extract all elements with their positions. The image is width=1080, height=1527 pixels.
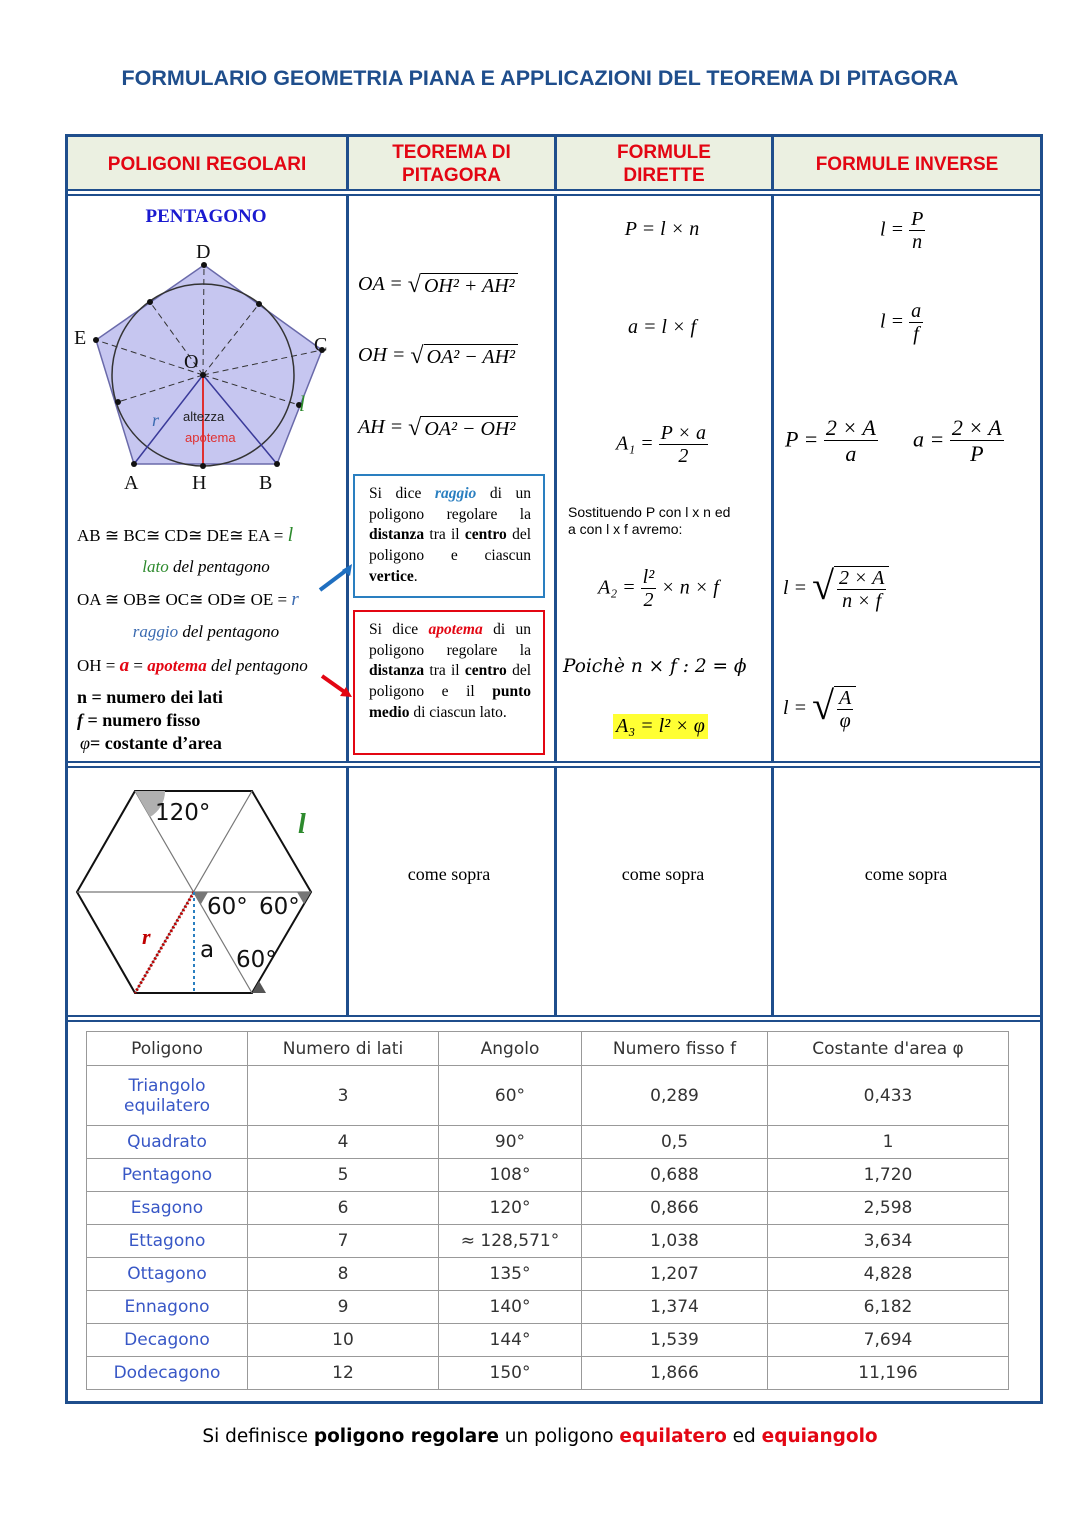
table-row bbox=[87, 1291, 1009, 1324]
vertex-label: D bbox=[196, 241, 211, 263]
n-definition: n = numero dei lati bbox=[77, 687, 223, 707]
table-cell: 90° bbox=[439, 1126, 582, 1159]
row-divider bbox=[68, 189, 1040, 196]
angle-60-label: 60° bbox=[207, 894, 248, 920]
document-title: FORMULARIO GEOMETRIA PIANA E APPLICAZIONI DEL TEOREMA DI PITAGORA bbox=[121, 66, 959, 90]
a1-lhs: A₁ = bbox=[616, 432, 659, 455]
pitagora-oa: OA = √ OH² + AH² bbox=[358, 273, 518, 298]
area-a1-formula bbox=[616, 422, 708, 468]
note-line: Sostituendo P con l x n ed bbox=[568, 504, 731, 520]
polygon-table bbox=[86, 1031, 1009, 1390]
phi-def: = costante d’area bbox=[89, 733, 222, 753]
table-cell: 1,866 bbox=[582, 1357, 768, 1390]
vertex-label: E bbox=[74, 327, 87, 349]
table-cell: 135° bbox=[439, 1258, 582, 1291]
def-text: di ciascun lato. bbox=[409, 703, 507, 721]
table-cell: 11,196 bbox=[768, 1357, 1009, 1390]
def-bold: punto medio bbox=[369, 683, 531, 721]
def-bold: centro bbox=[464, 526, 507, 544]
table-cell: 12 bbox=[248, 1357, 439, 1390]
l3-denominator: n × f bbox=[842, 590, 882, 612]
table-row bbox=[87, 1126, 1009, 1159]
polygon-name-cell: Decagono bbox=[87, 1324, 248, 1357]
polygon-name-cell: Dodecagono bbox=[87, 1357, 248, 1390]
f-def: = numero fisso bbox=[83, 710, 201, 730]
header-inverse bbox=[774, 137, 1040, 191]
table-cell: 140° bbox=[439, 1291, 582, 1324]
l1-numerator: P bbox=[911, 208, 924, 230]
l3-lhs: l = bbox=[783, 577, 813, 600]
table-cell: 0,289 bbox=[582, 1066, 768, 1126]
table-cell: ≈ 128,571° bbox=[439, 1225, 582, 1258]
def-text: Si dice bbox=[369, 485, 435, 502]
def-bold: centro bbox=[464, 662, 507, 680]
l2-numerator: a bbox=[911, 300, 922, 322]
sides-caption bbox=[68, 557, 344, 577]
row-divider bbox=[68, 761, 1040, 768]
table-body bbox=[87, 1066, 1009, 1390]
footer-definition bbox=[0, 1426, 1080, 1447]
inverse-l-from-a bbox=[880, 300, 923, 346]
header-inverse-label: FORMULE INVERSE bbox=[815, 153, 999, 175]
table-cell: 5 bbox=[248, 1159, 439, 1192]
def-text: Si dice bbox=[369, 621, 429, 638]
table-cell: 3 bbox=[248, 1066, 439, 1126]
hexagon-diagram bbox=[70, 778, 342, 1008]
pitagora-oh: OH = √ OA² − AH² bbox=[358, 344, 518, 369]
l1-denominator: n bbox=[912, 231, 923, 253]
table-cell: 7 bbox=[248, 1225, 439, 1258]
footer-bold: poligono regolare bbox=[313, 1426, 499, 1447]
polygon-name-cell: Pentagono bbox=[87, 1159, 248, 1192]
table-cell: 108° bbox=[439, 1159, 582, 1192]
phi-definition bbox=[80, 733, 222, 754]
table-cell: 60° bbox=[439, 1066, 582, 1126]
def-bold: vertice bbox=[369, 567, 414, 585]
f3-lhs: AH = bbox=[358, 416, 409, 439]
row-divider bbox=[68, 1015, 1040, 1022]
apotema-term: apotema bbox=[428, 621, 483, 638]
table-cell: 3,634 bbox=[768, 1225, 1009, 1258]
footer-text: un poligono bbox=[498, 1426, 620, 1447]
come-sopra-dirette: come sopra bbox=[621, 864, 705, 884]
header-poligoni bbox=[68, 137, 346, 191]
a2-lhs: A₂ = bbox=[598, 576, 641, 599]
l1-lhs: l = bbox=[880, 218, 910, 241]
header-pitagora bbox=[349, 137, 554, 191]
a-lhs: a = bbox=[913, 426, 950, 452]
l-label: l bbox=[298, 809, 306, 840]
table-cell: 120° bbox=[439, 1192, 582, 1225]
apotema-definition-box bbox=[353, 610, 545, 755]
r-label: r bbox=[152, 410, 160, 430]
table-header-row bbox=[87, 1032, 1009, 1066]
radii-caption-rest: del pentagono bbox=[178, 622, 280, 641]
a-label: a bbox=[200, 937, 215, 963]
table-cell: 8 bbox=[248, 1258, 439, 1291]
column-header: Angolo bbox=[439, 1032, 582, 1066]
header-dirette bbox=[557, 137, 771, 191]
header-pitagora-line2: PITAGORA bbox=[402, 165, 501, 186]
radii-eq: OA ≅ OB≅ OC≅ OD≅ OE = bbox=[77, 590, 288, 609]
def-text: di un poligono regolare la bbox=[369, 621, 531, 659]
a-numerator: 2 × A bbox=[951, 415, 1002, 440]
table-cell: 144° bbox=[439, 1324, 582, 1357]
phi-symbol: φ bbox=[80, 733, 90, 753]
table-cell: 1,539 bbox=[582, 1324, 768, 1357]
polygon-name-cell: Ottagono bbox=[87, 1258, 248, 1291]
apotema-label: apotema bbox=[185, 430, 236, 445]
column-header: Costante d'area φ bbox=[768, 1032, 1009, 1066]
table-row bbox=[87, 1258, 1009, 1291]
table-row bbox=[87, 1357, 1009, 1390]
polygon-name-cell: Ennagono bbox=[87, 1291, 248, 1324]
l-symbol: l bbox=[287, 524, 294, 546]
pitagora-ah: AH = √ OA² − OH² bbox=[358, 416, 518, 441]
f-symbol: f bbox=[77, 710, 83, 730]
column-header: Poligono bbox=[87, 1032, 248, 1066]
come-sopra-inverse: come sopra bbox=[864, 864, 948, 884]
angle-60-label: 60° bbox=[259, 894, 300, 920]
table-row bbox=[87, 1192, 1009, 1225]
footer-text: ed bbox=[726, 1426, 762, 1447]
altezza-label: altezza bbox=[183, 409, 225, 424]
r-symbol: r bbox=[291, 589, 299, 610]
angle-120-label: 120° bbox=[155, 800, 211, 826]
apothem-mid: = bbox=[129, 656, 148, 675]
table-cell: 0,688 bbox=[582, 1159, 768, 1192]
area-a3-formula: A₃ = l² × φ bbox=[613, 714, 708, 739]
header-dirette-line1: FORMULE bbox=[617, 142, 711, 163]
p-lhs: P = bbox=[785, 426, 824, 452]
area-a2-formula bbox=[598, 566, 719, 612]
header-dirette-line2: DIRETTE bbox=[623, 165, 705, 186]
def-text: di un poligono regolare la bbox=[369, 485, 531, 523]
l4-denominator: φ bbox=[839, 710, 851, 732]
apothem-rest: del pentagono bbox=[206, 656, 308, 675]
a-symbol: a bbox=[119, 655, 130, 676]
l4-lhs: l = bbox=[783, 697, 813, 720]
header-poligoni-label: POLIGONI REGOLARI bbox=[107, 153, 307, 175]
def-bold: distanza bbox=[369, 662, 425, 680]
sides-eq: AB ≅ BC≅ CD≅ DE≅ EA = bbox=[77, 526, 284, 545]
vertex-label: C bbox=[314, 334, 328, 356]
vertex-label: H bbox=[192, 472, 207, 494]
angle-60-label: 60° bbox=[236, 947, 277, 973]
f1-lhs: OA = bbox=[358, 273, 408, 296]
f2-lhs: OH = bbox=[358, 344, 411, 367]
polygon-name-cell: Triangolo equilatero bbox=[87, 1066, 248, 1126]
f1-radicand: OH² + AH² bbox=[421, 273, 518, 298]
f3-radicand: OA² − OH² bbox=[421, 416, 518, 441]
def-text: tra il bbox=[424, 526, 465, 544]
perimeter-formula: P = l × n bbox=[624, 218, 700, 240]
l4-numerator: A bbox=[839, 687, 852, 709]
a2-rest: × n × f bbox=[656, 576, 719, 599]
def-text: del poligono e ciascun bbox=[369, 526, 531, 565]
table-cell: 7,694 bbox=[768, 1324, 1009, 1357]
polygon-name-cell: Ettagono bbox=[87, 1225, 248, 1258]
vertex-label: O bbox=[184, 351, 199, 373]
table-cell: 1,720 bbox=[768, 1159, 1009, 1192]
header-pitagora-line1: TEOREMA DI bbox=[392, 142, 511, 163]
table-cell: 1,038 bbox=[582, 1225, 768, 1258]
footer-red: equilatero bbox=[619, 1426, 727, 1447]
a-denominator: P bbox=[970, 441, 984, 467]
table-row bbox=[87, 1159, 1009, 1192]
note-line: a con l x f avremo: bbox=[568, 521, 683, 537]
f-definition bbox=[77, 710, 200, 731]
def-text: tra il bbox=[424, 662, 465, 680]
table-cell: 0,5 bbox=[582, 1126, 768, 1159]
apothem-formula: a = l × f bbox=[627, 316, 697, 338]
vertex-label: B bbox=[259, 472, 273, 494]
p-numerator: 2 × A bbox=[825, 415, 876, 440]
a1-numerator: P × a bbox=[660, 422, 707, 444]
table-cell: 9 bbox=[248, 1291, 439, 1324]
substitution-note bbox=[568, 504, 730, 538]
table-cell: 4,828 bbox=[768, 1258, 1009, 1291]
table-cell: 4 bbox=[248, 1126, 439, 1159]
l2-denominator: f bbox=[913, 323, 919, 345]
table-cell: 150° bbox=[439, 1357, 582, 1390]
l2-lhs: l = bbox=[880, 310, 910, 333]
table-cell: 0,433 bbox=[768, 1066, 1009, 1126]
a1-denominator: 2 bbox=[678, 445, 689, 467]
footer-text: Si definisce bbox=[202, 1426, 314, 1447]
arrow-apotema bbox=[322, 676, 346, 693]
inverse-a-from-area bbox=[913, 416, 1004, 466]
l-label: l bbox=[299, 391, 306, 416]
def-text: del poligono e il bbox=[369, 662, 531, 701]
sides-congruence bbox=[77, 524, 293, 547]
vertex-label: A bbox=[124, 472, 139, 494]
column-header: Numero fisso f bbox=[582, 1032, 768, 1066]
apothem-definition bbox=[77, 655, 308, 677]
pentagon-diagram bbox=[68, 230, 344, 500]
def-bold: distanza bbox=[369, 526, 425, 544]
table-row bbox=[87, 1066, 1009, 1126]
column-header: Numero di lati bbox=[248, 1032, 439, 1066]
polygon-name-cell: Esagono bbox=[87, 1192, 248, 1225]
inverse-l-from-p bbox=[880, 208, 925, 254]
table-cell: 10 bbox=[248, 1324, 439, 1357]
inverse-p-from-area bbox=[785, 416, 878, 466]
raggio-definition-box bbox=[353, 474, 545, 598]
radii-caption bbox=[68, 622, 344, 642]
poiche-statement: Poichè n × f : 2 = ϕ bbox=[563, 656, 747, 677]
raggio-word: raggio bbox=[132, 622, 179, 641]
table-cell: 1 bbox=[768, 1126, 1009, 1159]
apotema-word: apotema bbox=[147, 656, 207, 675]
f2-radicand: OA² − AH² bbox=[424, 344, 518, 369]
inverse-l-from-area: l = √ $\frac{2 \times A}{n \times f}$ bbox=[783, 566, 889, 613]
p-denominator: a bbox=[845, 441, 857, 467]
sides-caption-rest: del pentagono bbox=[168, 557, 270, 576]
table-cell: 6 bbox=[248, 1192, 439, 1225]
def-text: . bbox=[413, 567, 418, 585]
table-cell: 1,374 bbox=[582, 1291, 768, 1324]
l3-numerator: 2 × A bbox=[839, 567, 885, 589]
table-cell: 0,866 bbox=[582, 1192, 768, 1225]
r-label: r bbox=[142, 924, 151, 949]
polygon-name-cell: Quadrato bbox=[87, 1126, 248, 1159]
lato-word: lato bbox=[142, 557, 169, 576]
inverse-l-from-phi: l = √ $\frac{A}{\varphi}$ bbox=[783, 686, 856, 733]
table-row bbox=[87, 1225, 1009, 1258]
arrow-raggio bbox=[320, 569, 348, 590]
table-cell: 2,598 bbox=[768, 1192, 1009, 1225]
come-sopra-pitagora: come sopra bbox=[407, 864, 491, 884]
a2-denominator: 2 bbox=[643, 589, 654, 611]
a2-numerator: l² bbox=[642, 566, 655, 588]
apothem-lhs: OH = bbox=[77, 656, 120, 675]
table-row bbox=[87, 1324, 1009, 1357]
radii-congruence bbox=[77, 589, 299, 611]
raggio-term: raggio bbox=[434, 485, 477, 502]
pentagon-heading: PENTAGONO bbox=[145, 206, 267, 227]
table-cell: 1,207 bbox=[582, 1258, 768, 1291]
footer-red: equiangolo bbox=[761, 1426, 878, 1447]
table-cell: 6,182 bbox=[768, 1291, 1009, 1324]
